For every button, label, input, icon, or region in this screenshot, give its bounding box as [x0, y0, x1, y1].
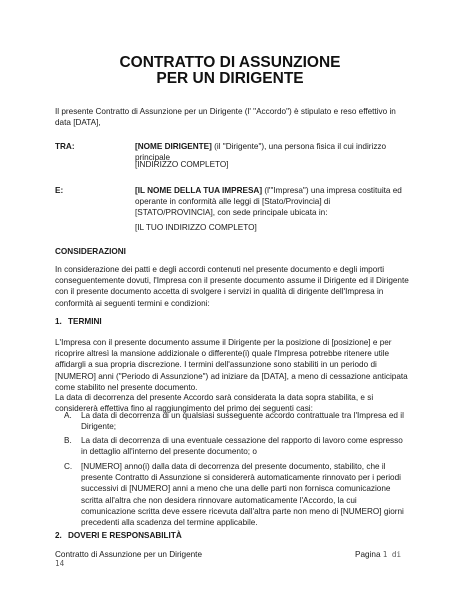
- tra-party-description: (il "Dirigente"), una persona fisica il cui indirizzo principale: [135, 142, 387, 163]
- considerations-paragraph: In considerazione dei patti e degli accordi contenuti nel presente documento e degli importi conseguentemente dovuti, l'Impresa con il presente documento assume il Dirigente ed il Dirigente con il presente documento accetta di svolgere i servizi in qualità di dirigente dell'Impresa in conformità ai seguenti termini e condizioni:: [55, 265, 409, 308]
- footer-document-name: Contratto di Assunzione per un Dirigente: [55, 550, 203, 559]
- e-party-name: [IL NOME DELLA TUA IMPRESA]: [135, 186, 263, 195]
- e-party-address: [IL TUO INDIRIZZO COMPLETO]: [135, 223, 257, 232]
- section-2-number: 2.: [55, 531, 62, 540]
- section-1-paragraph-1: L'Impresa con il presente documento assume il Dirigente per la posizione di [posizione] e per ricoprire altresì la mansione addizionale o differente(i) quale l'Impresa potrebbe ritenere utile affidargli a sua propria discrezione. I termini dell'assunzione sono stabiliti in un periodo di [NUMERO] anni ("Periodo di Assunzione") ad iniziare da [DATA], a meno di cessazione anticipata come stabilito nel presente documento.: [55, 338, 408, 392]
- document-title-line-1: CONTRATTO DI ASSUNZIONE: [119, 54, 341, 71]
- section-2-heading: DOVERI E RESPONSABILITÀ: [68, 531, 182, 540]
- document-title-line-2: PER UN DIRIGENTE: [156, 70, 304, 87]
- considerations-heading: CONSIDERAZIONI: [55, 247, 126, 256]
- list-item-a: La data di decorrenza di un qualsiasi susseguente accordo contrattuale tra l'Impresa ed il Dirigente;: [81, 411, 404, 432]
- list-item-c-marker: C.: [64, 462, 73, 471]
- intro-paragraph: Il presente Contratto di Assunzione per un Dirigente (l' "Accordo") è stipulato e reso effettivo in data [DATA],: [55, 107, 396, 128]
- footer-page-label: Pagina: [355, 550, 381, 559]
- list-item-b-marker: B.: [64, 436, 72, 445]
- list-item-a-marker: A.: [64, 411, 72, 420]
- list-item-c: [NUMERO] anno(i) dalla data di decorrenza del presente documento, stabilito, che il presente Contratto di Assunzione si considererà automaticamente rinnovato per i periodi successivi di [NUMERO] anni a meno che una delle parti non fornisca comunicazione scritta all'altra che non desidera rinnovare automaticamente l'Accordo, la cui comunicazione scritta deve essere ricevuta dall'altra parte non meno di [NUMERO] giorni precedenti alla scadenza del termine applicabile.: [81, 462, 404, 528]
- e-party-description: (l'"Impresa") una impresa costituita ed operante in conformità alle leggi di [Stato/Provincia] di [STATO/PROVINCIA], con sede principale ubicata in:: [135, 186, 402, 218]
- section-1-paragraph-2: La data di decorrenza del presente Accordo sarà considerata la data sopra stabilita, e si considererà effettiva fino al raggiungimento del primo dei seguenti casi:: [55, 393, 374, 414]
- footer-page-total: 14: [55, 559, 65, 568]
- section-1-number: 1.: [55, 317, 62, 326]
- tra-party-address: [INDIRIZZO COMPLETO]: [135, 160, 229, 169]
- tra-party-name: [NOME DIRIGENTE]: [135, 142, 212, 151]
- section-1-heading: TERMINI: [68, 317, 102, 326]
- footer-page-of: 1 di: [382, 550, 402, 559]
- e-label: E:: [55, 186, 64, 195]
- tra-label: TRA:: [55, 142, 75, 151]
- footer-page-indicator: [355, 549, 401, 560]
- list-item-b: La data di decorrenza di una eventuale cessazione del rapporto di lavoro come espresso in dettaglio all'interno del presente documento; o: [81, 436, 403, 457]
- e-party-text: [135, 185, 410, 219]
